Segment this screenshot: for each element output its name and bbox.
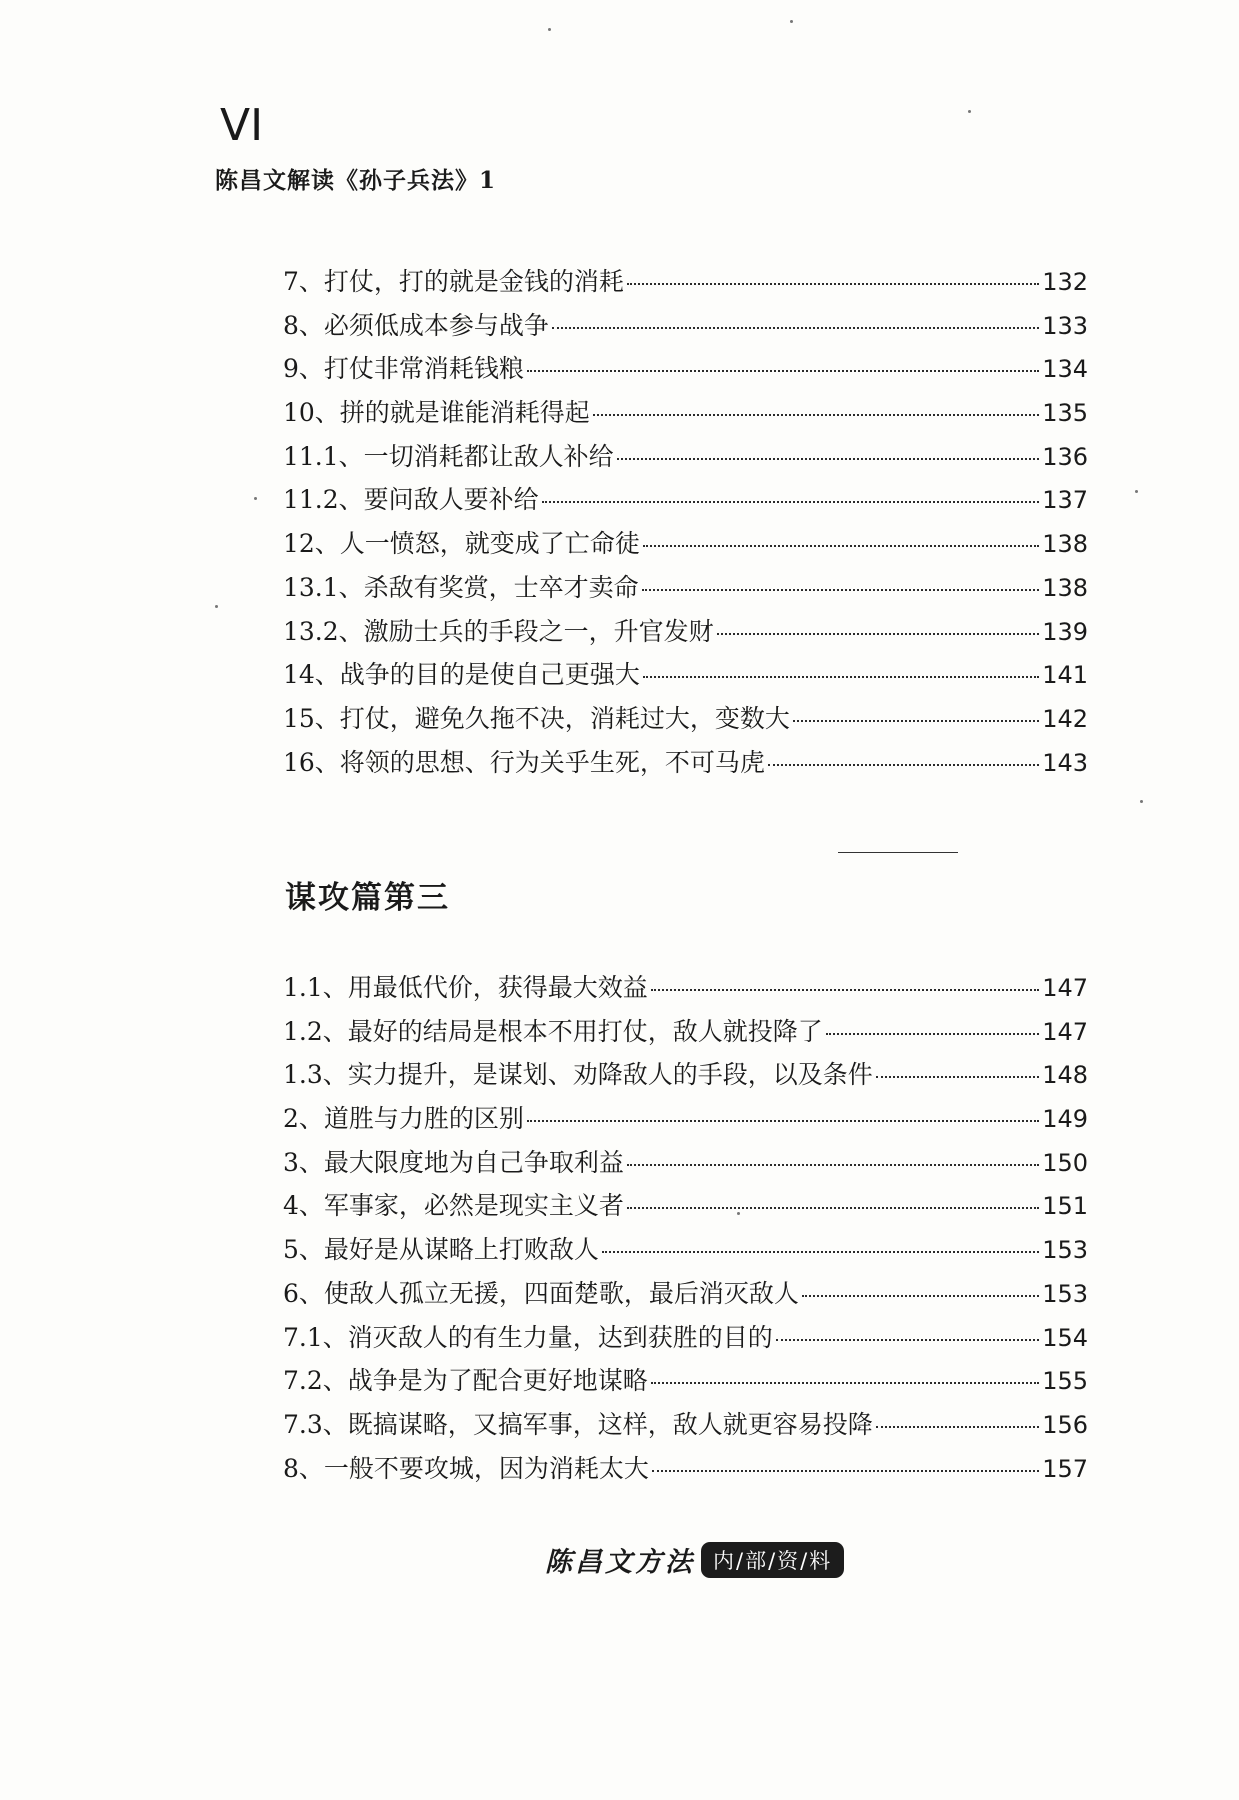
dot-leader [793, 720, 1039, 722]
toc-entry-title: 7.2、战争是为了配合更好地谋略 [283, 1366, 648, 1396]
toc-entry-title: 1.3、实力提升，是谋划、劝降敌人的手段，以及条件 [283, 1060, 873, 1090]
toc-entry[interactable] [283, 1274, 1088, 1318]
toc-entry-title: 4、军事家，必然是现实主义者 [283, 1191, 624, 1221]
toc-entry-page: 157 [1042, 1454, 1088, 1483]
toc-entry[interactable] [283, 437, 1088, 481]
dot-leader [651, 989, 1039, 991]
running-title: 陈昌文解读《孙子兵法》1 [215, 167, 497, 194]
toc-entry-page: 150 [1042, 1148, 1088, 1177]
dot-leader [617, 458, 1040, 460]
toc-entry-title: 8、必须低成本参与战争 [283, 310, 549, 340]
scan-speck [1140, 800, 1143, 803]
dot-leader [717, 633, 1040, 635]
toc-entry[interactable] [283, 1405, 1088, 1449]
toc-entry-title: 13.2、激励士兵的手段之一，升官发财 [283, 616, 714, 646]
scan-speck [548, 28, 551, 31]
toc-entry[interactable] [283, 612, 1088, 656]
separator-line [838, 852, 958, 853]
toc-entry-page: 155 [1042, 1367, 1088, 1396]
toc-entry[interactable] [283, 349, 1088, 393]
scan-speck [254, 497, 257, 500]
dot-leader [651, 1382, 1039, 1384]
scan-speck [215, 605, 218, 608]
toc-entry-page: 143 [1042, 748, 1088, 777]
toc-entry[interactable] [283, 968, 1088, 1012]
footer [545, 1540, 844, 1579]
dot-leader [552, 327, 1039, 329]
toc-entry-title: 9、打仗非常消耗钱粮 [283, 354, 524, 384]
toc-entry[interactable] [283, 1012, 1088, 1056]
toc-entry[interactable] [283, 1143, 1088, 1187]
toc-entry[interactable] [283, 480, 1088, 524]
toc-entry[interactable] [283, 1449, 1088, 1493]
toc-entry[interactable] [283, 306, 1088, 350]
dot-leader [768, 764, 1039, 766]
toc-entry-page: 154 [1042, 1323, 1088, 1352]
toc-entry-title: 8、一般不要攻城，因为消耗太大 [283, 1453, 649, 1483]
dot-leader [643, 545, 1039, 547]
toc-entry-title: 5、最好是从谋略上打败敌人 [283, 1235, 599, 1265]
dot-leader [652, 1470, 1039, 1472]
dot-leader [876, 1076, 1039, 1078]
toc-entry-title: 12、人一愤怒，就变成了亡命徒 [283, 529, 640, 559]
toc-entry-title: 10、拼的就是谁能消耗得起 [283, 398, 590, 428]
toc-entry-page: 135 [1042, 399, 1088, 428]
dot-leader [826, 1033, 1039, 1035]
toc-entry[interactable] [283, 568, 1088, 612]
toc-entry-title: 15、打仗，避免久拖不决，消耗过大，变数大 [283, 703, 790, 733]
toc-entry[interactable] [283, 743, 1088, 787]
toc-entry-page: 138 [1042, 530, 1088, 559]
toc-entry-page: 137 [1042, 486, 1088, 515]
toc-entry-title: 2、道胜与力胜的区别 [283, 1104, 524, 1134]
dot-leader [627, 1207, 1039, 1209]
toc-entry[interactable] [283, 1099, 1088, 1143]
toc-entry-title: 6、使敌人孤立无援，四面楚歌，最后消灭敌人 [283, 1278, 799, 1308]
toc-entry-page: 149 [1042, 1105, 1088, 1134]
dot-leader [776, 1339, 1039, 1341]
toc-entry-page: 148 [1042, 1061, 1088, 1090]
toc-entry-title: 1.2、最好的结局是根本不用打仗，敌人就投降了 [283, 1016, 823, 1046]
internal-material-badge: 内/部/资/料 [701, 1542, 844, 1578]
toc-list-part2 [283, 968, 1088, 1492]
toc-entry-page: 156 [1042, 1410, 1088, 1439]
toc-entry-page: 141 [1042, 661, 1088, 690]
toc-entry-page: 134 [1042, 355, 1088, 384]
toc-entry-page: 153 [1042, 1236, 1088, 1265]
toc-entry-page: 136 [1042, 442, 1088, 471]
dot-leader [643, 676, 1039, 678]
footer-brand: 陈昌文方法 [545, 1547, 695, 1578]
toc-entry-page: 147 [1042, 1017, 1088, 1046]
toc-entry[interactable] [283, 262, 1088, 306]
toc-entry-page: 142 [1042, 704, 1088, 733]
toc-entry-title: 11.2、要问敌人要补给 [283, 485, 539, 515]
toc-list-part1 [283, 262, 1088, 786]
toc-entry[interactable] [283, 393, 1088, 437]
toc-entry-title: 7.3、既搞谋略，又搞军事，这样，敌人就更容易投降 [283, 1409, 873, 1439]
dot-leader [627, 283, 1039, 285]
toc-entry[interactable] [283, 1186, 1088, 1230]
toc-entry-title: 1.1、用最低代价，获得最大效益 [283, 973, 648, 1002]
toc-entry[interactable] [283, 1361, 1088, 1405]
dot-leader [593, 414, 1039, 416]
scan-speck [968, 110, 971, 113]
page-number: VI [220, 100, 264, 151]
toc-entry-title: 7、打仗，打的就是金钱的消耗 [283, 267, 624, 296]
toc-entry-page: 132 [1042, 268, 1088, 296]
toc-entry-title: 13.1、杀敌有奖赏，士卒才卖命 [283, 572, 639, 602]
dot-leader [602, 1251, 1039, 1253]
toc-entry[interactable] [283, 1318, 1088, 1362]
toc-entry[interactable] [283, 655, 1088, 699]
dot-leader [802, 1295, 1039, 1297]
dot-leader [876, 1426, 1039, 1428]
toc-entry-title: 14、战争的目的是使自己更强大 [283, 660, 640, 690]
toc-entry-page: 139 [1042, 617, 1088, 646]
scan-speck [790, 20, 793, 23]
scan-speck [737, 1212, 740, 1215]
toc-entry-title: 3、最大限度地为自己争取利益 [283, 1147, 624, 1177]
scan-speck [1135, 490, 1138, 493]
toc-entry-page: 138 [1042, 573, 1088, 602]
toc-entry-title: 7.1、消灭敌人的有生力量，达到获胜的目的 [283, 1322, 773, 1352]
dot-leader [527, 1120, 1039, 1122]
toc-entry[interactable] [283, 524, 1088, 568]
toc-entry-title: 11.1、一切消耗都让敌人补给 [283, 441, 614, 471]
toc-entry[interactable] [283, 1230, 1088, 1274]
dot-leader [542, 501, 1040, 503]
dot-leader [527, 370, 1039, 372]
toc-entry-page: 151 [1042, 1192, 1088, 1221]
section-heading: 谋攻篇第三 [285, 880, 450, 916]
toc-entry-page: 133 [1042, 311, 1088, 340]
toc-entry-page: 153 [1042, 1279, 1088, 1308]
dot-leader [627, 1164, 1039, 1166]
toc-entry-page: 147 [1042, 974, 1088, 1002]
dot-leader [642, 589, 1040, 591]
toc-entry[interactable] [283, 699, 1088, 743]
toc-entry-title: 16、将领的思想、行为关乎生死，不可马虎 [283, 747, 765, 777]
toc-entry[interactable] [283, 1055, 1088, 1099]
